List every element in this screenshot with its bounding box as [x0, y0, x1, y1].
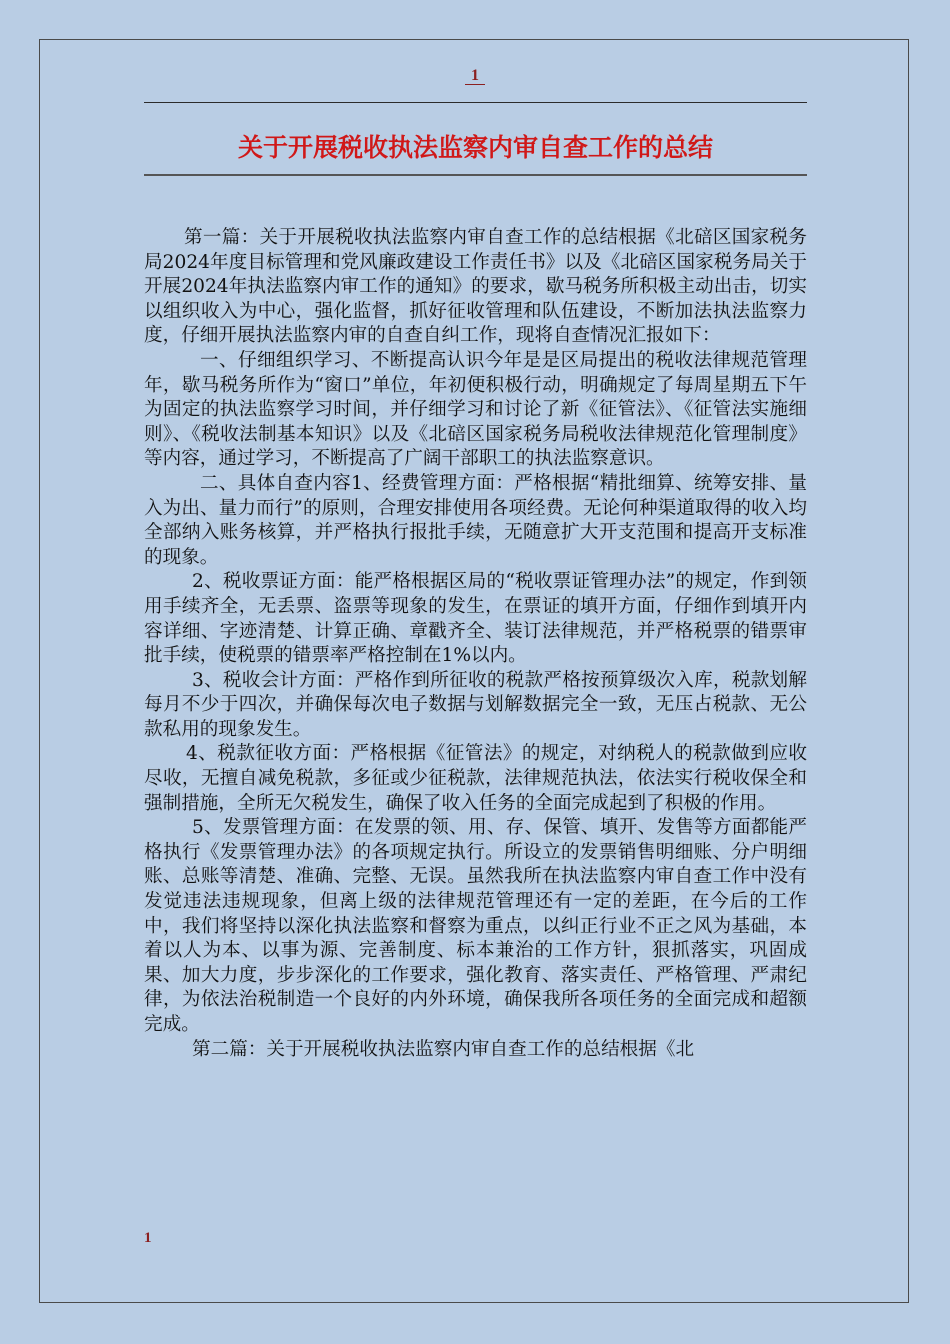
header-page-number: 1	[465, 68, 485, 85]
paragraph-item-tax-collection: 4、税款征收方面：严格根据《征管法》的规定，对纳税人的税款做到应收尽收，无擅自减免税款，多征或少征税款，法律规范执法，依法实行税收保全和强制措施，全所无欠税发生，确保了收入任务的全面完成起到了积极的作用。	[144, 743, 807, 814]
paragraph-part-one-intro: 第一篇：关于开展税收执法监察内审自查工作的总结根据《北碚区国家税务局2024年度目标管理和党风廉政建设工作责任书》以及《北碚区国家税务局关于开展2024年执法监察内审工作的通知》的要求，歇马税务所积极主动出击，切实以组织收入为中心，强化监督，抓好征收管理和队伍建设，不断加法执法监察力度，仔细开展执法监察内审的自查自纠工作，现将自查情况汇报如下：	[144, 227, 807, 347]
paragraph-item-tax-accounting: 3、税收会计方面：严格作到所征收的税款严格按预算级次入库，税款划解每月不少于四次，并确保每次电子数据与划解数据完全一致，无压占税款、无公款私用的现象发生。	[144, 669, 807, 740]
paragraph-item-tax-receipts: 2、税收票证方面：能严格根据区局的“税收票证管理办法”的规定，作到领用手续齐全，无丢票、盗票等现象的发生，在票证的填开方面，仔细作到填开内容详细、字迹清楚、计算正确、章戳齐全、装订法律规范，并严格税票的错票审批手续，使税票的错票率严格控制在1%以内。	[144, 571, 807, 667]
title-divider	[144, 174, 807, 176]
paragraph-item-invoice-management: 5、发票管理方面：在发票的领、用、存、保管、填开、发售等方面都能严格执行《发票管理办法》的各项规定执行。所设立的发票销售明细账、分户明细账、总账等清楚、准确、完整、无误。虽然我所在执法监察内审自查工作中没有发觉违法违规现象，但离上级的法律规范管理还有一定的差距，在今后的工作中，我们将坚持以深化执法监察和督察为重点，以纠正行业不正之风为基础，本着以人为本、以事为源、完善制度、标本兼治的工作方针，狠抓落实，巩固成果、加大力度，步步深化的工作要求，强化教育、落实责任、严格管理、严肃纪律，为依法治税制造一个良好的内外环境，确保我所各项任务的全面完成和超额完成。	[144, 817, 807, 1035]
document-body	[144, 226, 807, 1062]
footer-page-number: 1	[144, 1230, 152, 1246]
paragraph-section-one: 一、仔细组织学习、不断提高认识今年是是区局提出的税收法律规范管理年，歇马税务所作为“窗口”单位，年初便积极行动，明确规定了每周星期五下午为固定的执法监察学习时间，并仔细学习和讨论了新《征管法》、《征管法实施细则》、《税收法制基本知识》以及《北碚区国家税务局税收法律规范化管理制度》等内容，通过学习，不断提高了广阔干部职工的执法监察意识。	[144, 349, 807, 470]
paragraph-section-two-funds: 二、具体自查内容1、经费管理方面：严格根据“精批细算、统筹安排、量入为出、量力而行”的原则，合理安排使用各项经费。无论何种渠道取得的收入均全部纳入账务核算，并严格执行报批手续，无随意扩大开支范围和提高开支标准的现象。	[144, 472, 807, 568]
header-divider	[144, 102, 807, 103]
document-title: 关于开展税收执法监察内审自查工作的总结	[237, 133, 713, 162]
paragraph-part-two-intro: 第二篇：关于开展税收执法监察内审自查工作的总结根据《北	[192, 1038, 695, 1060]
